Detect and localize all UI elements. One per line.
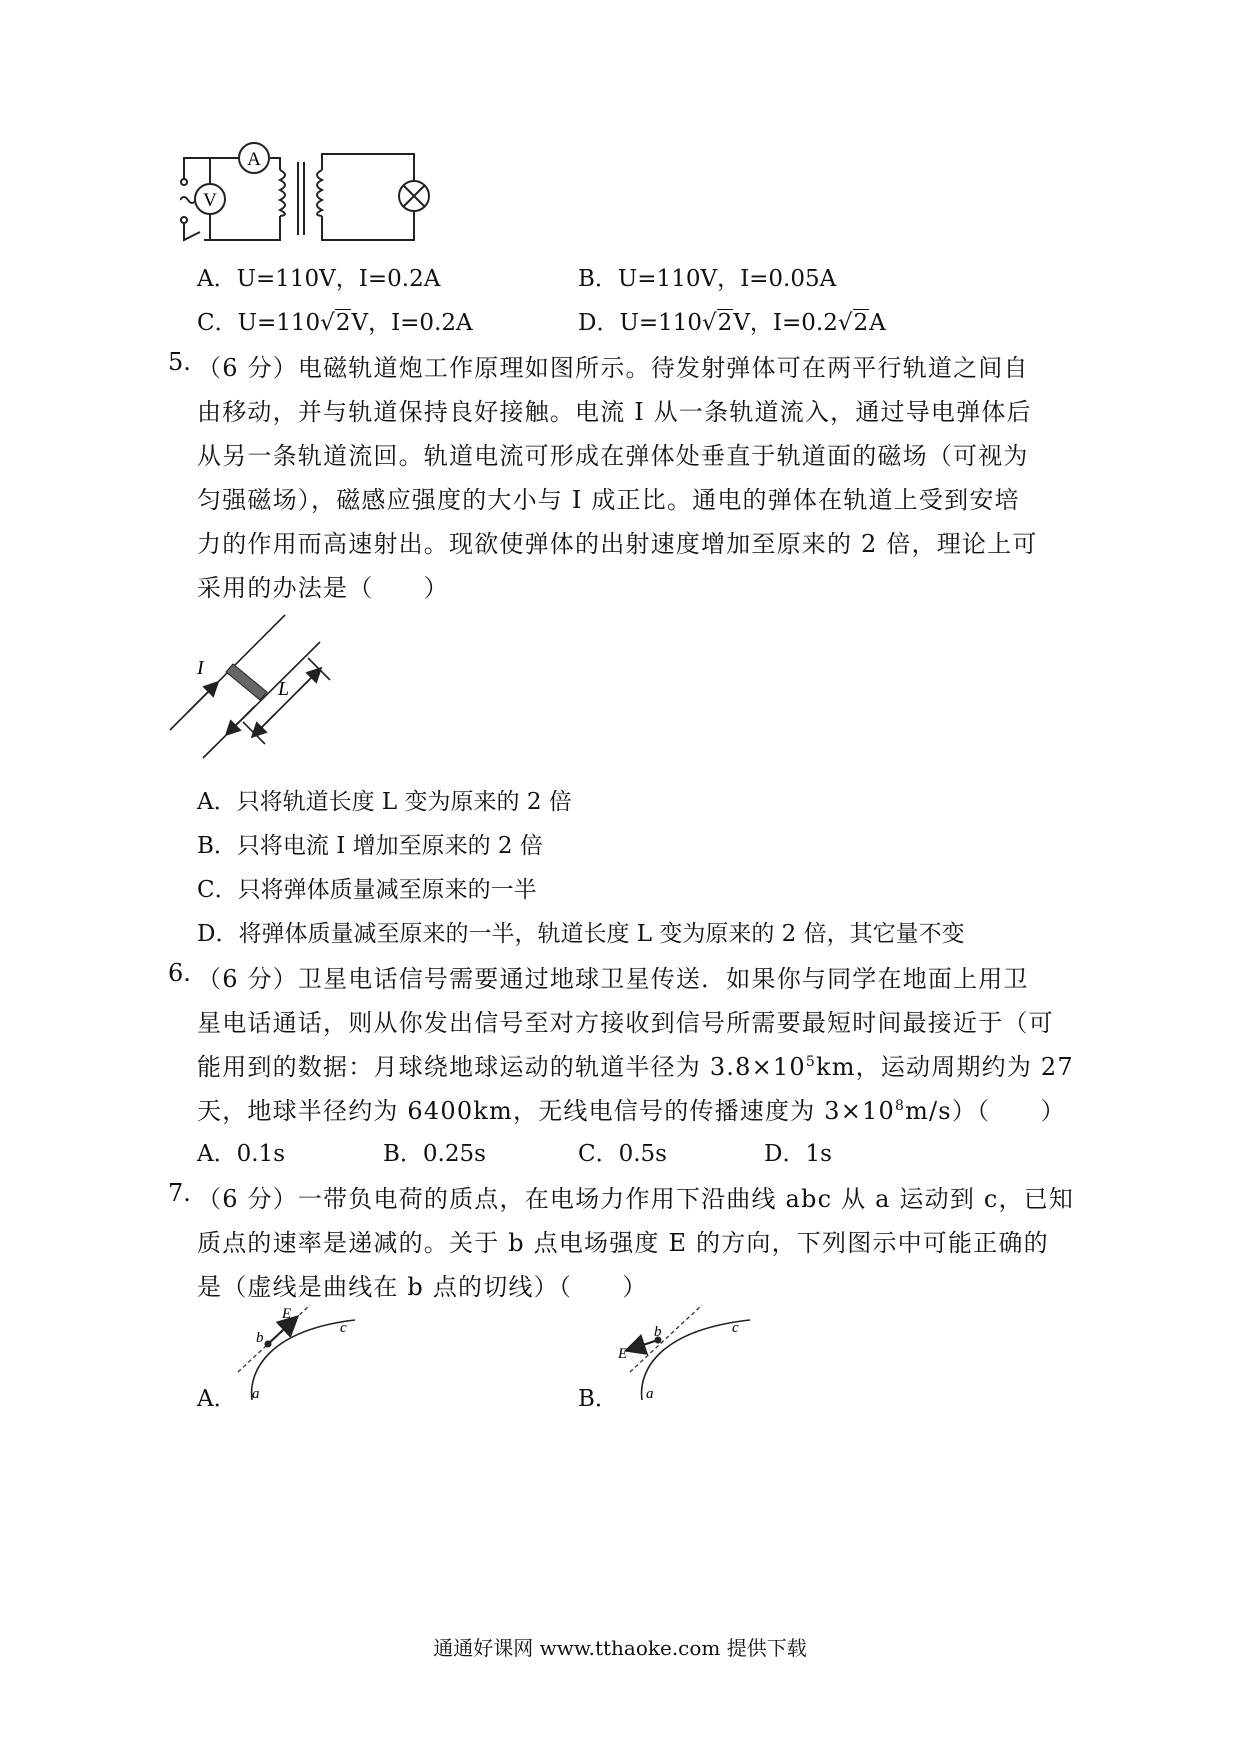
q5-option-d[interactable]: D．将弹体质量减至原来的一半，轨道长度 L 变为原来的 2 倍，其它量不变 <box>197 921 965 947</box>
q4-option-b[interactable]: B．U=110V，I=0.05A <box>578 266 837 292</box>
q6-option-b[interactable]: B．0.25s <box>383 1141 486 1167</box>
voltmeter-symbol <box>195 184 225 214</box>
q4-option-c[interactable]: C．U=110√2V，I=0.2A <box>197 310 473 336</box>
q5-line: 从另一条轨道流回。轨道电流可形成在弹体处垂直于轨道面的磁场（可视为 <box>197 442 1029 470</box>
svg-text:c: c <box>340 1320 347 1336</box>
q5-line: 由移动，并与轨道保持良好接触。电流 I 从一条轨道流入，通过导电弹体后 <box>197 398 1032 426</box>
svg-text:E: E <box>282 1306 292 1322</box>
q5-option-c[interactable]: C．只将弹体质量减至原来的一半 <box>197 877 537 903</box>
q7-option-b[interactable]: B． <box>578 1386 618 1412</box>
q4-circuit-diagram <box>180 140 450 270</box>
q6-line: 星电话通话，则从你发出信号至对方接收到信号所需要最短时间最接近于（可 <box>197 1009 1054 1037</box>
svg-text:A: A <box>247 149 261 170</box>
q7-line: （6 分）一带负电荷的质点，在电场力作用下沿曲线 abc 从 a 运动到 c，已知 <box>197 1185 1075 1213</box>
svg-text:b: b <box>654 1324 662 1340</box>
q7-option-a[interactable]: A． <box>197 1386 237 1412</box>
svg-text:V: V <box>203 190 217 211</box>
q7-line: 是（虚线是曲线在 b 点的切线）（ ） <box>197 1273 648 1301</box>
q6-option-a[interactable]: A．0.1s <box>197 1141 285 1167</box>
q6-line: （6 分）卫星电话信号需要通过地球卫星传送．如果你与同学在地面上用卫 <box>197 965 1029 993</box>
q4-option-a[interactable]: A．U=110V，I=0.2A <box>197 266 441 292</box>
q4-option-d[interactable]: D．U=110√2V，I=0.2√2A <box>578 310 886 336</box>
q5-option-b[interactable]: B．只将电流 I 增加至原来的 2 倍 <box>197 833 543 859</box>
q5-number: 5. <box>168 348 191 376</box>
q7-line: 质点的速率是递减的。关于 b 点电场强度 E 的方向，下列图示中可能正确的 <box>197 1229 1049 1257</box>
q5-railgun-diagram <box>165 612 355 762</box>
svg-text:c: c <box>732 1320 739 1336</box>
q6-number: 6. <box>168 959 191 987</box>
q7-figure-a <box>230 1300 370 1405</box>
q5-line: 力的作用而高速射出。现欲使弹体的出射速度增加至原来的 2 倍，理论上可 <box>197 530 1038 558</box>
svg-text:b: b <box>256 1330 264 1346</box>
q5-line: 采用的办法是（ ） <box>197 574 449 602</box>
current-label: I <box>197 657 204 679</box>
svg-text:a: a <box>646 1386 654 1402</box>
q7-figure-b <box>610 1300 760 1405</box>
q5-line: （6 分）电磁轨道炮工作原理如图所示。待发射弹体可在两平行轨道之间自 <box>197 354 1029 382</box>
length-label: L <box>278 678 290 700</box>
q6-line: 天，地球半径约为 6400km，无线电信号的传播速度为 $3\times 10^8m/s$）（ ） <box>197 1097 1066 1125</box>
q6-line: 能用到的数据：月球绕地球运动的轨道半径为 $3.8\times 10^5km$，运动周期约为 27 <box>197 1053 1074 1081</box>
q5-line: 匀强磁场），磁感应强度的大小与 I 成正比。通电的弹体在轨道上受到安培 <box>197 486 1020 514</box>
svg-text:E: E <box>618 1346 628 1362</box>
ammeter-symbol <box>239 143 269 173</box>
q6-option-d[interactable]: D．1s <box>764 1141 832 1167</box>
page-footer: 通通好课网 www.tthaoke.com 提供下载 <box>433 1636 807 1660</box>
q5-option-a[interactable]: A．只将轨道长度 L 变为原来的 2 倍 <box>197 789 572 815</box>
svg-text:a: a <box>252 1386 260 1402</box>
q7-number: 7. <box>168 1179 191 1207</box>
q6-option-c[interactable]: C．0.5s <box>578 1141 667 1167</box>
